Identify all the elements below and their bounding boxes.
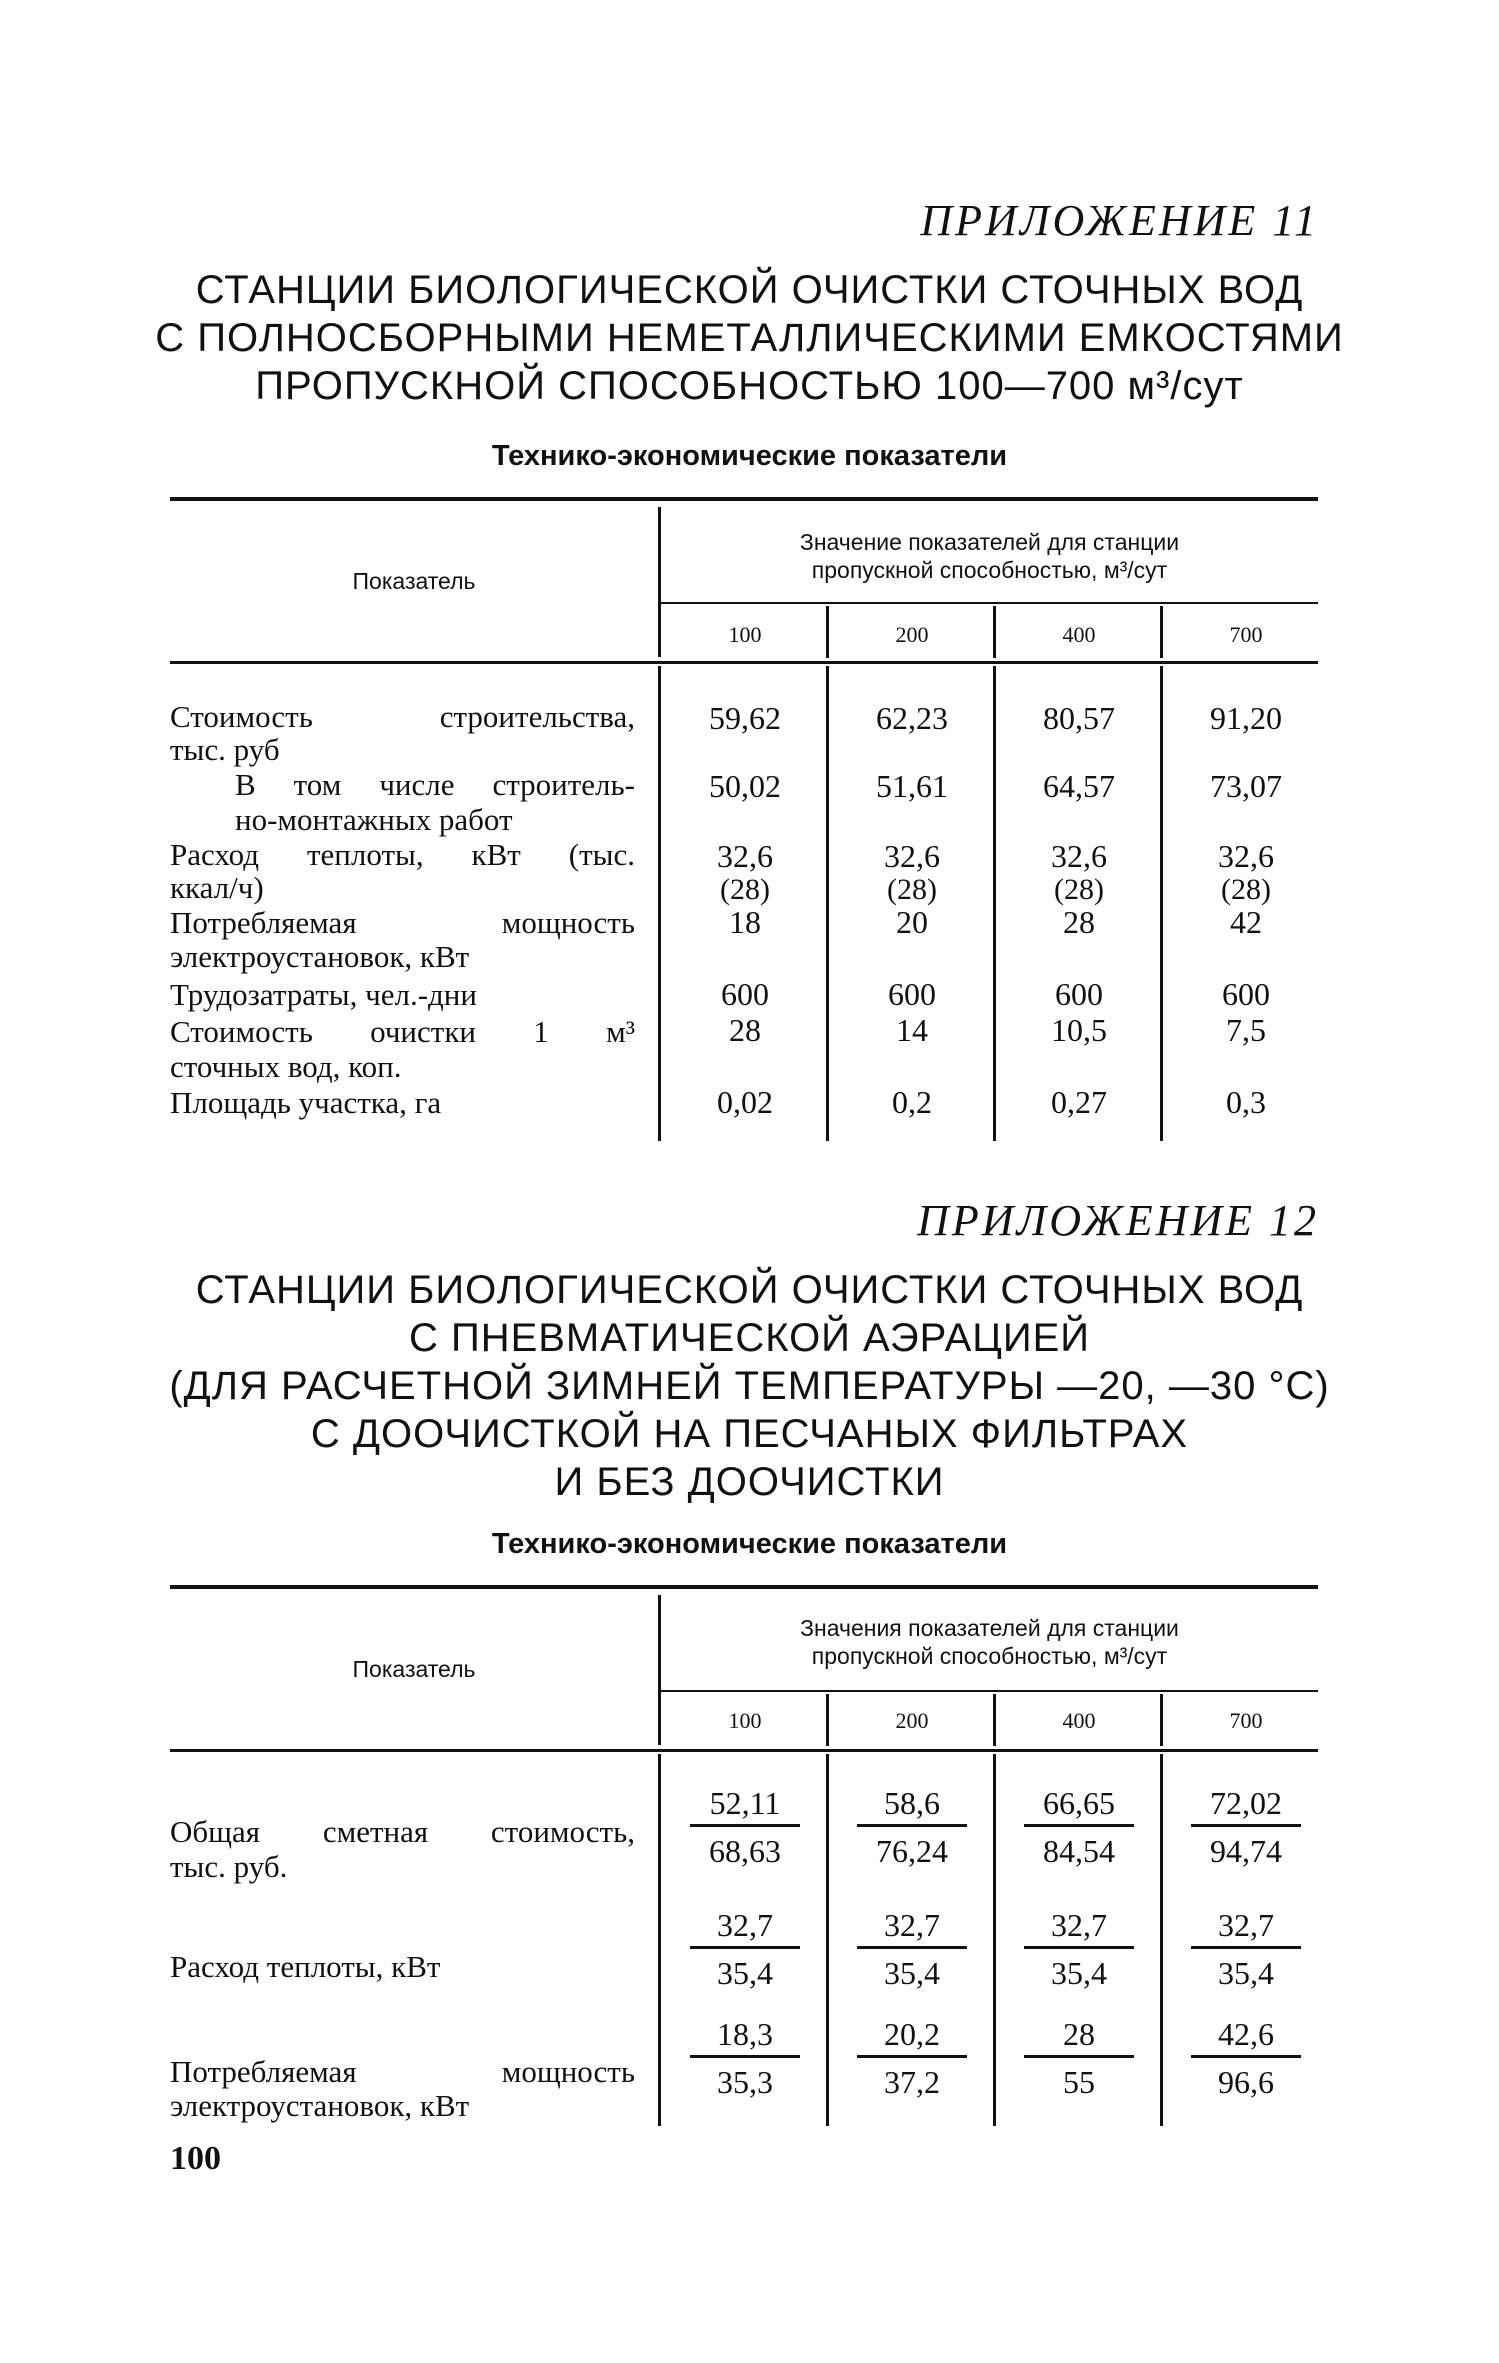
row-label: Расход теплоты, кВт (тыс. <box>170 837 635 872</box>
row-label: Стоимость очистки 1 м³ <box>170 1014 635 1049</box>
table-cell: 50,02 <box>709 768 781 804</box>
fraction-cell <box>1024 1907 1134 1991</box>
row-label: Расход теплоты, кВт <box>170 1949 441 1984</box>
column-header: 700 <box>1229 1708 1263 1733</box>
column-header: 200 <box>895 1708 929 1733</box>
fraction-numerator: 72,02 <box>1191 1785 1301 1827</box>
group-header-rule <box>661 602 1318 604</box>
table-cell: 0,2 <box>892 1084 932 1120</box>
appendix-12-title-line-2: С ПНЕВМАТИЧЕСКОЙ АЭРАЦИЕЙ <box>408 1316 1091 1360</box>
body-divider <box>658 1754 661 2126</box>
fraction-numerator: 32,7 <box>1024 1907 1134 1949</box>
fraction-denominator: 96,6 <box>1218 2064 1274 2100</box>
table-cell: 80,57 <box>1043 700 1115 736</box>
fraction-numerator: 18,3 <box>690 2016 800 2058</box>
table-cell: 91,20 <box>1210 700 1282 736</box>
fraction-cell <box>690 1907 800 1991</box>
appendix-11-label: ПРИЛОЖЕНИЕ 11 <box>920 196 1319 245</box>
table-cell: 64,57 <box>1043 768 1115 804</box>
appendix-12-label: ПРИЛОЖЕНИЕ 12 <box>917 1196 1319 1245</box>
appendix-12-title-line-5: И БЕЗ ДООЧИСТКИ <box>554 1460 945 1504</box>
group-header-line-1: Значение показателей для станции <box>799 529 1180 555</box>
appendix-11-title-line-3: ПРОПУСКНОЙ СПОСОБНОСТЬЮ 100—700 м³/сут <box>255 364 1244 408</box>
row-label: электроустановок, кВт <box>170 939 470 974</box>
group-header-line-2: пропускной способностью, м³/сут <box>811 1643 1168 1669</box>
table-top-rule <box>170 1585 1318 1589</box>
table-cell: 600 <box>721 976 769 1012</box>
row-label: тыс. руб. <box>170 1849 288 1884</box>
row-label: Стоимость строительства, <box>170 699 635 734</box>
table-cell: (28) <box>1054 873 1104 906</box>
row-label: В том числе строитель- <box>235 767 635 802</box>
fraction-numerator: 58,6 <box>857 1785 967 1827</box>
group-header-rule <box>661 1690 1318 1692</box>
column-header: 100 <box>728 1708 762 1733</box>
fraction-numerator: 66,65 <box>1024 1785 1134 1827</box>
fraction-cell <box>1024 2016 1134 2100</box>
fraction-cell <box>857 1907 967 1991</box>
fraction-numerator: 42,6 <box>1191 2016 1301 2058</box>
table-cell: 10,5 <box>1051 1012 1107 1048</box>
table-cell: 59,62 <box>709 700 781 736</box>
column-header: 200 <box>895 622 929 647</box>
row-label: ккал/ч) <box>170 870 264 905</box>
table-cell: 0,02 <box>717 1084 773 1120</box>
column-header: 400 <box>1062 622 1096 647</box>
fraction-numerator: 52,11 <box>690 1785 800 1827</box>
fraction-numerator: 20,2 <box>857 2016 967 2058</box>
row-label: сточных вод, коп. <box>170 1049 402 1084</box>
fraction-denominator: 35,4 <box>1218 1955 1274 1991</box>
row-label: но-монтажных работ <box>235 802 513 837</box>
fraction-cell <box>1191 2016 1301 2100</box>
fraction-numerator: 32,7 <box>1191 1907 1301 1949</box>
table-cell: (28) <box>1221 873 1271 906</box>
fraction-denominator: 37,2 <box>884 2064 940 2100</box>
fraction-denominator: 84,54 <box>1043 1833 1115 1869</box>
table-cell: 600 <box>888 976 936 1012</box>
table-cell: 73,07 <box>1210 768 1282 804</box>
table-cell: 18 <box>729 904 761 940</box>
row-label: Трудозатраты, чел.-дни <box>170 977 477 1012</box>
row-label: Площадь участка, га <box>170 1085 442 1120</box>
indicator-header: Показатель <box>352 568 476 594</box>
table-cell: 7,5 <box>1226 1012 1266 1048</box>
table-cell: 32,6 <box>884 838 940 874</box>
fraction-cell <box>1191 1907 1301 1991</box>
table-cell: (28) <box>887 873 937 906</box>
row-label: электроустановок, кВт <box>170 2088 470 2123</box>
fraction-cell <box>1024 1785 1134 1869</box>
page-number: 100 <box>170 2140 221 2177</box>
table-cell: 600 <box>1055 976 1103 1012</box>
fraction-cell <box>857 1785 967 1869</box>
table-cell: 32,6 <box>717 838 773 874</box>
fraction-numerator: 32,7 <box>857 1907 967 1949</box>
fraction-denominator: 68,63 <box>709 1833 781 1869</box>
table-top-rule <box>170 497 1318 501</box>
row-label: Потребляемая мощность <box>170 905 635 940</box>
body-divider <box>1160 1754 1163 2126</box>
column-header: 100 <box>728 622 762 647</box>
appendix-12-subtitle: Технико-экономические показатели <box>491 1528 1008 1560</box>
fraction-denominator: 76,24 <box>876 1833 948 1869</box>
table-cell: 0,27 <box>1051 1084 1107 1120</box>
fraction-numerator: 32,7 <box>690 1907 800 1949</box>
table-cell: 20 <box>896 904 928 940</box>
appendix-11-title-line-1: СТАНЦИИ БИОЛОГИЧЕСКОЙ ОЧИСТКИ СТОЧНЫХ ВОД <box>195 268 1304 312</box>
column-header: 400 <box>1062 1708 1096 1733</box>
indicator-header: Показатель <box>352 1656 476 1682</box>
appendix-11-subtitle: Технико-экономические показатели <box>491 440 1008 472</box>
group-header-line-2: пропускной способностью, м³/сут <box>811 557 1168 583</box>
body-divider <box>993 1754 996 2126</box>
fraction-denominator: 35,4 <box>884 1955 940 1991</box>
fraction-denominator: 55 <box>1063 2064 1095 2100</box>
fraction-cell <box>1191 1785 1301 1869</box>
fraction-cell <box>690 1785 800 1869</box>
table-cell: (28) <box>720 873 770 906</box>
table-cell: 32,6 <box>1051 838 1107 874</box>
appendix-12-title-line-4: С ДООЧИСТКОЙ НА ПЕСЧАНЫХ ФИЛЬТРАХ <box>310 1412 1189 1456</box>
fraction-numerator: 28 <box>1024 2016 1134 2058</box>
table-cell: 32,6 <box>1218 838 1274 874</box>
row-label: тыс. руб <box>170 732 280 767</box>
body-divider <box>826 1754 829 2126</box>
fraction-denominator: 94,74 <box>1210 1833 1282 1869</box>
fraction-cell <box>857 2016 967 2100</box>
appendix-12-title-line-3: (ДЛЯ РАСЧЕТНОЙ ЗИМНЕЙ ТЕМПЕРАТУРЫ —20, —30 °С) <box>169 1364 1330 1408</box>
group-header-line-1: Значения показателей для станции <box>800 1615 1179 1641</box>
appendix-11-title-line-2: С ПОЛНОСБОРНЫМИ НЕМЕТАЛЛИЧЕСКИМИ ЕМКОСТЯМИ <box>155 316 1344 360</box>
table-cell: 62,23 <box>876 700 948 736</box>
table-cell: 600 <box>1222 976 1270 1012</box>
table-cell: 14 <box>896 1012 928 1048</box>
table-cell: 28 <box>729 1012 761 1048</box>
column-header: 700 <box>1229 622 1263 647</box>
table-cell: 51,61 <box>876 768 948 804</box>
appendix-12-title-line-1: СТАНЦИИ БИОЛОГИЧЕСКОЙ ОЧИСТКИ СТОЧНЫХ ВОД <box>195 1268 1304 1312</box>
fraction-denominator: 35,4 <box>717 1955 773 1991</box>
header-bottom-rule <box>170 1749 1318 1752</box>
header-bottom-rule <box>170 661 1318 664</box>
table-cell: 28 <box>1063 904 1095 940</box>
row-label: Общая сметная стоимость, <box>170 1814 635 1849</box>
table-cell: 42 <box>1230 904 1262 940</box>
fraction-cell <box>690 2016 800 2100</box>
fraction-denominator: 35,3 <box>717 2064 773 2100</box>
fraction-denominator: 35,4 <box>1051 1955 1107 1991</box>
row-label: Потребляемая мощность <box>170 2054 635 2089</box>
table-cell: 0,3 <box>1226 1084 1266 1120</box>
